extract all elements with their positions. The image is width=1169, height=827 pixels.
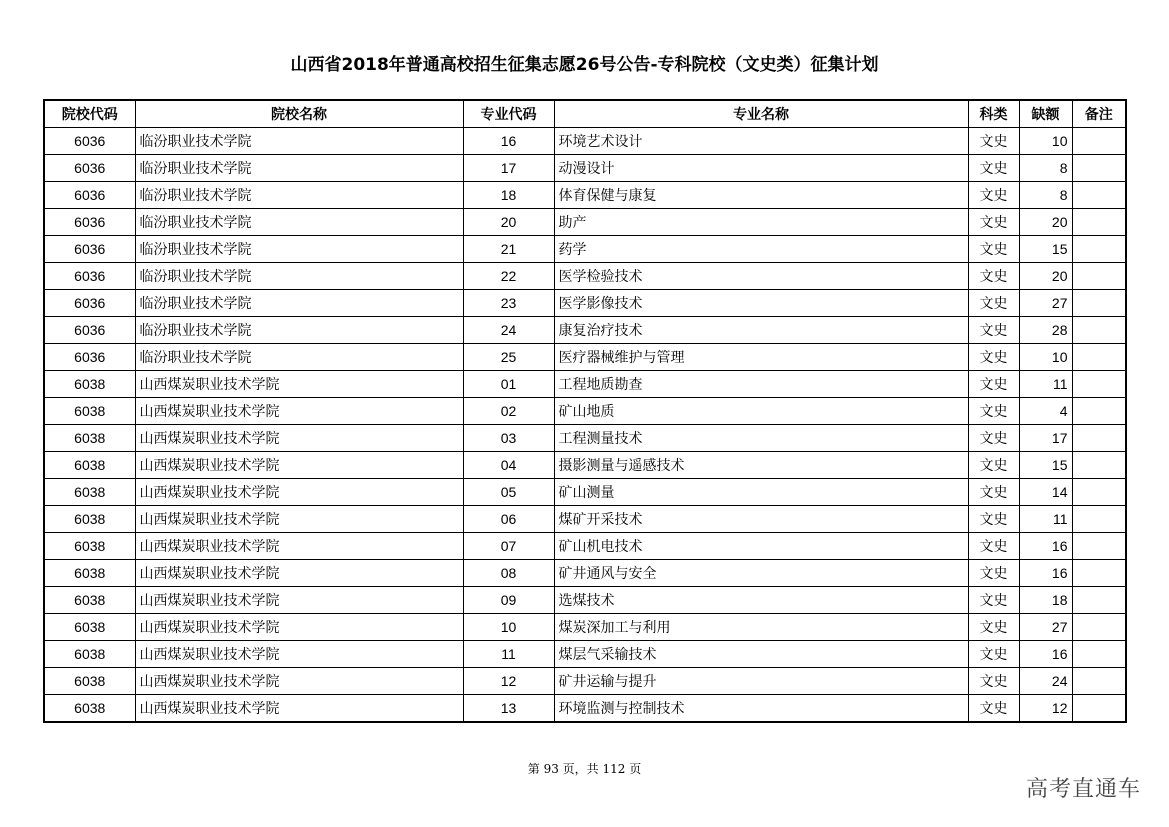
table-header-row	[44, 100, 1126, 128]
cell-vacancy: 16	[1019, 533, 1072, 560]
cell-vacancy: 11	[1019, 506, 1072, 533]
cell-vacancy: 16	[1019, 641, 1072, 668]
cell-note	[1072, 398, 1126, 425]
cell-category: 文史	[968, 155, 1019, 182]
table-row	[44, 317, 1126, 344]
header-category: 科类	[968, 100, 1019, 128]
cell-note	[1072, 317, 1126, 344]
table-row	[44, 668, 1126, 695]
cell-vacancy: 27	[1019, 290, 1072, 317]
cell-school-name: 临汾职业技术学院	[135, 155, 463, 182]
cell-category: 文史	[968, 290, 1019, 317]
cell-note	[1072, 668, 1126, 695]
cell-major-name: 动漫设计	[554, 155, 968, 182]
watermark-logo: 高考直通车	[1025, 777, 1141, 802]
cell-vacancy: 10	[1019, 344, 1072, 371]
cell-category: 文史	[968, 506, 1019, 533]
table-row	[44, 290, 1126, 317]
cell-school-name: 山西煤炭职业技术学院	[135, 695, 463, 723]
header-major-name: 专业名称	[554, 100, 968, 128]
cell-school-code: 6038	[44, 587, 135, 614]
cell-major-name: 医疗器械维护与管理	[554, 344, 968, 371]
cell-category: 文史	[968, 371, 1019, 398]
header-major-code: 专业代码	[463, 100, 554, 128]
cell-major-code: 24	[463, 317, 554, 344]
cell-category: 文史	[968, 128, 1019, 155]
cell-school-code: 6036	[44, 263, 135, 290]
cell-school-name: 临汾职业技术学院	[135, 236, 463, 263]
table-row	[44, 695, 1126, 723]
cell-vacancy: 8	[1019, 155, 1072, 182]
cell-note	[1072, 371, 1126, 398]
cell-category: 文史	[968, 425, 1019, 452]
cell-vacancy: 12	[1019, 695, 1072, 723]
table-row	[44, 587, 1126, 614]
cell-category: 文史	[968, 317, 1019, 344]
cell-school-code: 6036	[44, 182, 135, 209]
cell-school-code: 6038	[44, 614, 135, 641]
cell-major-code: 21	[463, 236, 554, 263]
cell-major-name: 助产	[554, 209, 968, 236]
cell-school-name: 临汾职业技术学院	[135, 344, 463, 371]
cell-category: 文史	[968, 668, 1019, 695]
table-row	[44, 641, 1126, 668]
cell-note	[1072, 614, 1126, 641]
cell-vacancy: 16	[1019, 560, 1072, 587]
cell-note	[1072, 506, 1126, 533]
cell-school-name: 山西煤炭职业技术学院	[135, 425, 463, 452]
table-row	[44, 614, 1126, 641]
cell-school-code: 6036	[44, 317, 135, 344]
cell-note	[1072, 182, 1126, 209]
cell-school-code: 6038	[44, 398, 135, 425]
cell-major-name: 矿山测量	[554, 479, 968, 506]
cell-major-name: 医学检验技术	[554, 263, 968, 290]
table-row	[44, 128, 1126, 155]
table-row	[44, 371, 1126, 398]
cell-note	[1072, 209, 1126, 236]
header-vacancy: 缺额	[1019, 100, 1072, 128]
table-row	[44, 398, 1126, 425]
cell-major-name: 煤矿开采技术	[554, 506, 968, 533]
page-footer: 第 93 页，共 112 页	[527, 762, 642, 776]
cell-major-code: 20	[463, 209, 554, 236]
cell-major-code: 23	[463, 290, 554, 317]
cell-major-name: 摄影测量与遥感技术	[554, 452, 968, 479]
table-row	[44, 506, 1126, 533]
table-row	[44, 236, 1126, 263]
table-row	[44, 425, 1126, 452]
cell-vacancy: 20	[1019, 209, 1072, 236]
cell-major-code: 02	[463, 398, 554, 425]
cell-school-name: 山西煤炭职业技术学院	[135, 560, 463, 587]
cell-major-code: 09	[463, 587, 554, 614]
cell-school-name: 临汾职业技术学院	[135, 209, 463, 236]
cell-major-name: 体育保健与康复	[554, 182, 968, 209]
cell-major-code: 25	[463, 344, 554, 371]
cell-school-name: 山西煤炭职业技术学院	[135, 533, 463, 560]
cell-category: 文史	[968, 344, 1019, 371]
cell-category: 文史	[968, 695, 1019, 723]
enrollment-plan-table	[43, 99, 1127, 723]
cell-note	[1072, 560, 1126, 587]
cell-major-name: 矿山地质	[554, 398, 968, 425]
cell-note	[1072, 452, 1126, 479]
cell-vacancy: 4	[1019, 398, 1072, 425]
cell-category: 文史	[968, 614, 1019, 641]
cell-major-code: 11	[463, 641, 554, 668]
cell-note	[1072, 641, 1126, 668]
cell-school-code: 6038	[44, 560, 135, 587]
cell-vacancy: 8	[1019, 182, 1072, 209]
cell-major-name: 工程测量技术	[554, 425, 968, 452]
cell-vacancy: 14	[1019, 479, 1072, 506]
cell-school-name: 山西煤炭职业技术学院	[135, 668, 463, 695]
table-row	[44, 344, 1126, 371]
cell-category: 文史	[968, 182, 1019, 209]
cell-school-code: 6038	[44, 668, 135, 695]
table-row	[44, 263, 1126, 290]
cell-school-code: 6038	[44, 506, 135, 533]
header-school-name: 院校名称	[135, 100, 463, 128]
table-row	[44, 452, 1126, 479]
cell-major-code: 04	[463, 452, 554, 479]
cell-category: 文史	[968, 560, 1019, 587]
cell-school-name: 山西煤炭职业技术学院	[135, 479, 463, 506]
cell-major-name: 矿山机电技术	[554, 533, 968, 560]
cell-school-code: 6038	[44, 533, 135, 560]
cell-category: 文史	[968, 533, 1019, 560]
cell-school-name: 临汾职业技术学院	[135, 128, 463, 155]
cell-major-code: 12	[463, 668, 554, 695]
cell-school-code: 6036	[44, 209, 135, 236]
cell-vacancy: 11	[1019, 371, 1072, 398]
cell-major-name: 矿井通风与安全	[554, 560, 968, 587]
cell-school-name: 临汾职业技术学院	[135, 290, 463, 317]
cell-category: 文史	[968, 263, 1019, 290]
cell-vacancy: 20	[1019, 263, 1072, 290]
cell-note	[1072, 155, 1126, 182]
cell-major-code: 08	[463, 560, 554, 587]
cell-vacancy: 10	[1019, 128, 1072, 155]
cell-major-name: 环境艺术设计	[554, 128, 968, 155]
cell-major-code: 01	[463, 371, 554, 398]
header-school-code: 院校代码	[44, 100, 135, 128]
cell-school-name: 山西煤炭职业技术学院	[135, 398, 463, 425]
cell-note	[1072, 128, 1126, 155]
table-row	[44, 533, 1126, 560]
cell-major-name: 医学影像技术	[554, 290, 968, 317]
cell-major-name: 工程地质勘查	[554, 371, 968, 398]
cell-school-code: 6038	[44, 641, 135, 668]
cell-major-name: 药学	[554, 236, 968, 263]
cell-school-name: 山西煤炭职业技术学院	[135, 587, 463, 614]
cell-major-name: 煤炭深加工与利用	[554, 614, 968, 641]
cell-school-code: 6036	[44, 155, 135, 182]
cell-school-name: 山西煤炭职业技术学院	[135, 506, 463, 533]
cell-major-name: 康复治疗技术	[554, 317, 968, 344]
cell-category: 文史	[968, 236, 1019, 263]
cell-school-name: 临汾职业技术学院	[135, 317, 463, 344]
cell-major-code: 06	[463, 506, 554, 533]
cell-school-name: 山西煤炭职业技术学院	[135, 614, 463, 641]
cell-category: 文史	[968, 398, 1019, 425]
cell-major-name: 煤层气采输技术	[554, 641, 968, 668]
cell-school-code: 6036	[44, 344, 135, 371]
cell-note	[1072, 263, 1126, 290]
cell-note	[1072, 344, 1126, 371]
cell-note	[1072, 236, 1126, 263]
cell-school-name: 山西煤炭职业技术学院	[135, 641, 463, 668]
cell-school-code: 6038	[44, 371, 135, 398]
cell-vacancy: 24	[1019, 668, 1072, 695]
cell-major-name: 选煤技术	[554, 587, 968, 614]
cell-note	[1072, 587, 1126, 614]
cell-category: 文史	[968, 479, 1019, 506]
cell-major-code: 10	[463, 614, 554, 641]
cell-school-code: 6036	[44, 128, 135, 155]
cell-major-code: 13	[463, 695, 554, 723]
cell-vacancy: 15	[1019, 236, 1072, 263]
cell-school-name: 临汾职业技术学院	[135, 182, 463, 209]
cell-school-code: 6038	[44, 425, 135, 452]
cell-category: 文史	[968, 641, 1019, 668]
cell-school-code: 6036	[44, 236, 135, 263]
cell-vacancy: 27	[1019, 614, 1072, 641]
cell-note	[1072, 290, 1126, 317]
cell-major-name: 矿井运输与提升	[554, 668, 968, 695]
cell-vacancy: 17	[1019, 425, 1072, 452]
cell-vacancy: 18	[1019, 587, 1072, 614]
cell-major-code: 22	[463, 263, 554, 290]
cell-note	[1072, 533, 1126, 560]
cell-school-name: 山西煤炭职业技术学院	[135, 452, 463, 479]
cell-major-code: 03	[463, 425, 554, 452]
table-row	[44, 182, 1126, 209]
table-row	[44, 155, 1126, 182]
cell-major-code: 18	[463, 182, 554, 209]
cell-category: 文史	[968, 452, 1019, 479]
header-note: 备注	[1072, 100, 1126, 128]
cell-major-code: 16	[463, 128, 554, 155]
cell-note	[1072, 479, 1126, 506]
cell-major-name: 环境监测与控制技术	[554, 695, 968, 723]
cell-note	[1072, 695, 1126, 723]
cell-major-code: 17	[463, 155, 554, 182]
cell-school-name: 临汾职业技术学院	[135, 263, 463, 290]
table-row	[44, 209, 1126, 236]
cell-major-code: 05	[463, 479, 554, 506]
cell-school-code: 6036	[44, 290, 135, 317]
table-row	[44, 560, 1126, 587]
table-row	[44, 479, 1126, 506]
cell-school-code: 6038	[44, 452, 135, 479]
cell-category: 文史	[968, 587, 1019, 614]
cell-vacancy: 15	[1019, 452, 1072, 479]
cell-vacancy: 28	[1019, 317, 1072, 344]
cell-school-code: 6038	[44, 695, 135, 723]
cell-school-name: 山西煤炭职业技术学院	[135, 371, 463, 398]
page-title: 山西省2018年普通高校招生征集志愿26号公告-专科院校（文史类）征集计划	[290, 55, 879, 75]
cell-major-code: 07	[463, 533, 554, 560]
cell-school-code: 6038	[44, 479, 135, 506]
cell-category: 文史	[968, 209, 1019, 236]
cell-note	[1072, 425, 1126, 452]
